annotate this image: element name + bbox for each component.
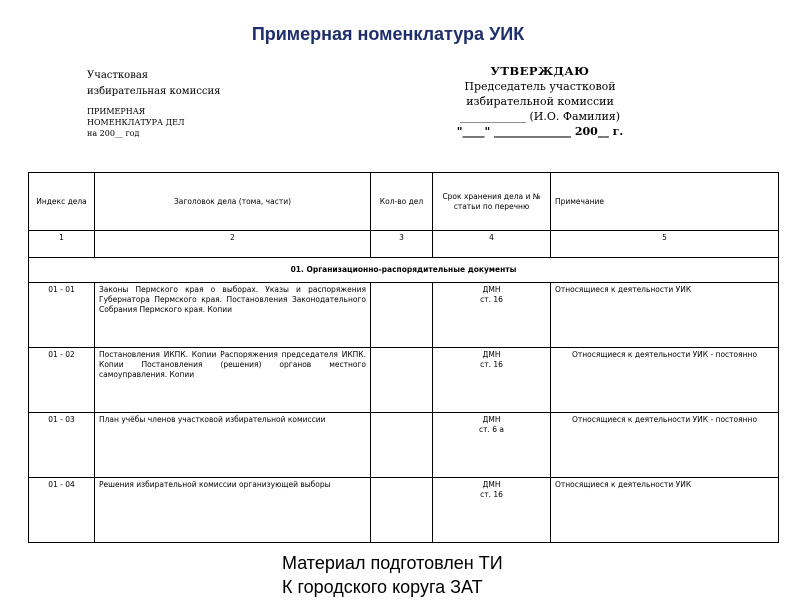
approval-signature-line: ____________ (И.О. Фамилия) (459, 110, 620, 123)
row-storage-article: ст. 16 (480, 360, 503, 369)
table-row (29, 413, 779, 478)
row-index: 01 - 04 (29, 478, 95, 543)
col-header-heading: Заголовок дела (тома, части) (95, 173, 371, 231)
row-storage-article: ст. 16 (480, 490, 503, 499)
col-number: 4 (433, 231, 551, 258)
row-index: 01 - 01 (29, 283, 95, 348)
row-storage-term: ДМН (482, 480, 501, 489)
row-storage (433, 478, 551, 543)
column-number-row (29, 231, 779, 258)
table-row (29, 478, 779, 543)
row-note: Относящиеся к деятельности УИК - постоянно (551, 348, 779, 413)
row-count (371, 283, 433, 348)
row-storage-term: ДМН (482, 350, 501, 359)
approval-date-line: "____" ______________ 200__ г. (456, 125, 624, 138)
approval-block (395, 64, 685, 139)
approval-line-2: Председатель участковой (464, 80, 616, 93)
footer-line-1: Материал подготовлен ТИ (282, 553, 503, 573)
row-heading: Законы Пермского края о выборах. Указы и распоряжения Губернатора Пермского края. Постановления Законодательного Собрания Пермского края. Копии (95, 283, 371, 348)
col-header-count: Кол-во дел (371, 173, 433, 231)
row-count (371, 348, 433, 413)
table-header-row (29, 173, 779, 231)
commission-line-1: Участковая (87, 70, 149, 81)
row-index: 01 - 03 (29, 413, 95, 478)
doc-type-line-1: ПРИМЕРНАЯ (87, 107, 146, 116)
row-storage-article: ст. 16 (480, 295, 503, 304)
nomenclature-table (28, 172, 779, 543)
row-storage (433, 348, 551, 413)
col-header-note: Примечание (551, 173, 779, 231)
approval-header: УТВЕРЖДАЮ (490, 64, 590, 78)
doc-year-line: на 200__ год (87, 129, 140, 138)
page-title: Примерная номенклатура УИК (251, 24, 525, 44)
table-row (29, 348, 779, 413)
section-title: 01. Организационно-распорядительные документы (29, 258, 779, 283)
row-storage-article: ст. 6 а (478, 425, 504, 434)
row-index: 01 - 02 (29, 348, 95, 413)
row-storage-term: ДМН (482, 285, 501, 294)
col-number: 1 (29, 231, 95, 258)
footer-caption (282, 551, 503, 599)
col-number: 5 (551, 231, 779, 258)
commission-block (87, 68, 220, 139)
row-storage (433, 413, 551, 478)
table-row (29, 283, 779, 348)
footer-line-2: К городского коруга ЗАТ (282, 577, 483, 597)
row-note: Относящиеся к деятельности УИК - постоянно (551, 413, 779, 478)
section-row (29, 258, 779, 283)
approval-line-3: избирательной комиссии (466, 95, 614, 108)
col-header-storage: Срок хранения дела и № статьи по перечню (433, 173, 551, 231)
commission-line-2: избирательная комиссия (87, 86, 221, 97)
col-number: 3 (371, 231, 433, 258)
row-note: Относящиеся к деятельности УИК (551, 283, 779, 348)
col-header-index: Индекс дела (29, 173, 95, 231)
col-number: 2 (95, 231, 371, 258)
row-heading: План учёбы членов участковой избирательной комиссии (95, 413, 371, 478)
row-count (371, 478, 433, 543)
row-count (371, 413, 433, 478)
row-heading: Решения избирательной комиссии организующей выборы (95, 478, 371, 543)
row-storage (433, 283, 551, 348)
row-heading: Постановления ИКПК. Копии Распоряжения председателя ИКПК. Копии Постановления (решения) органов местного самоуправления. Копии (95, 348, 371, 413)
row-storage-term: ДМН (482, 415, 501, 424)
row-note: Относящиеся к деятельности УИК (551, 478, 779, 543)
doc-type-line-2: НОМЕНКЛАТУРА ДЕЛ (87, 118, 185, 127)
